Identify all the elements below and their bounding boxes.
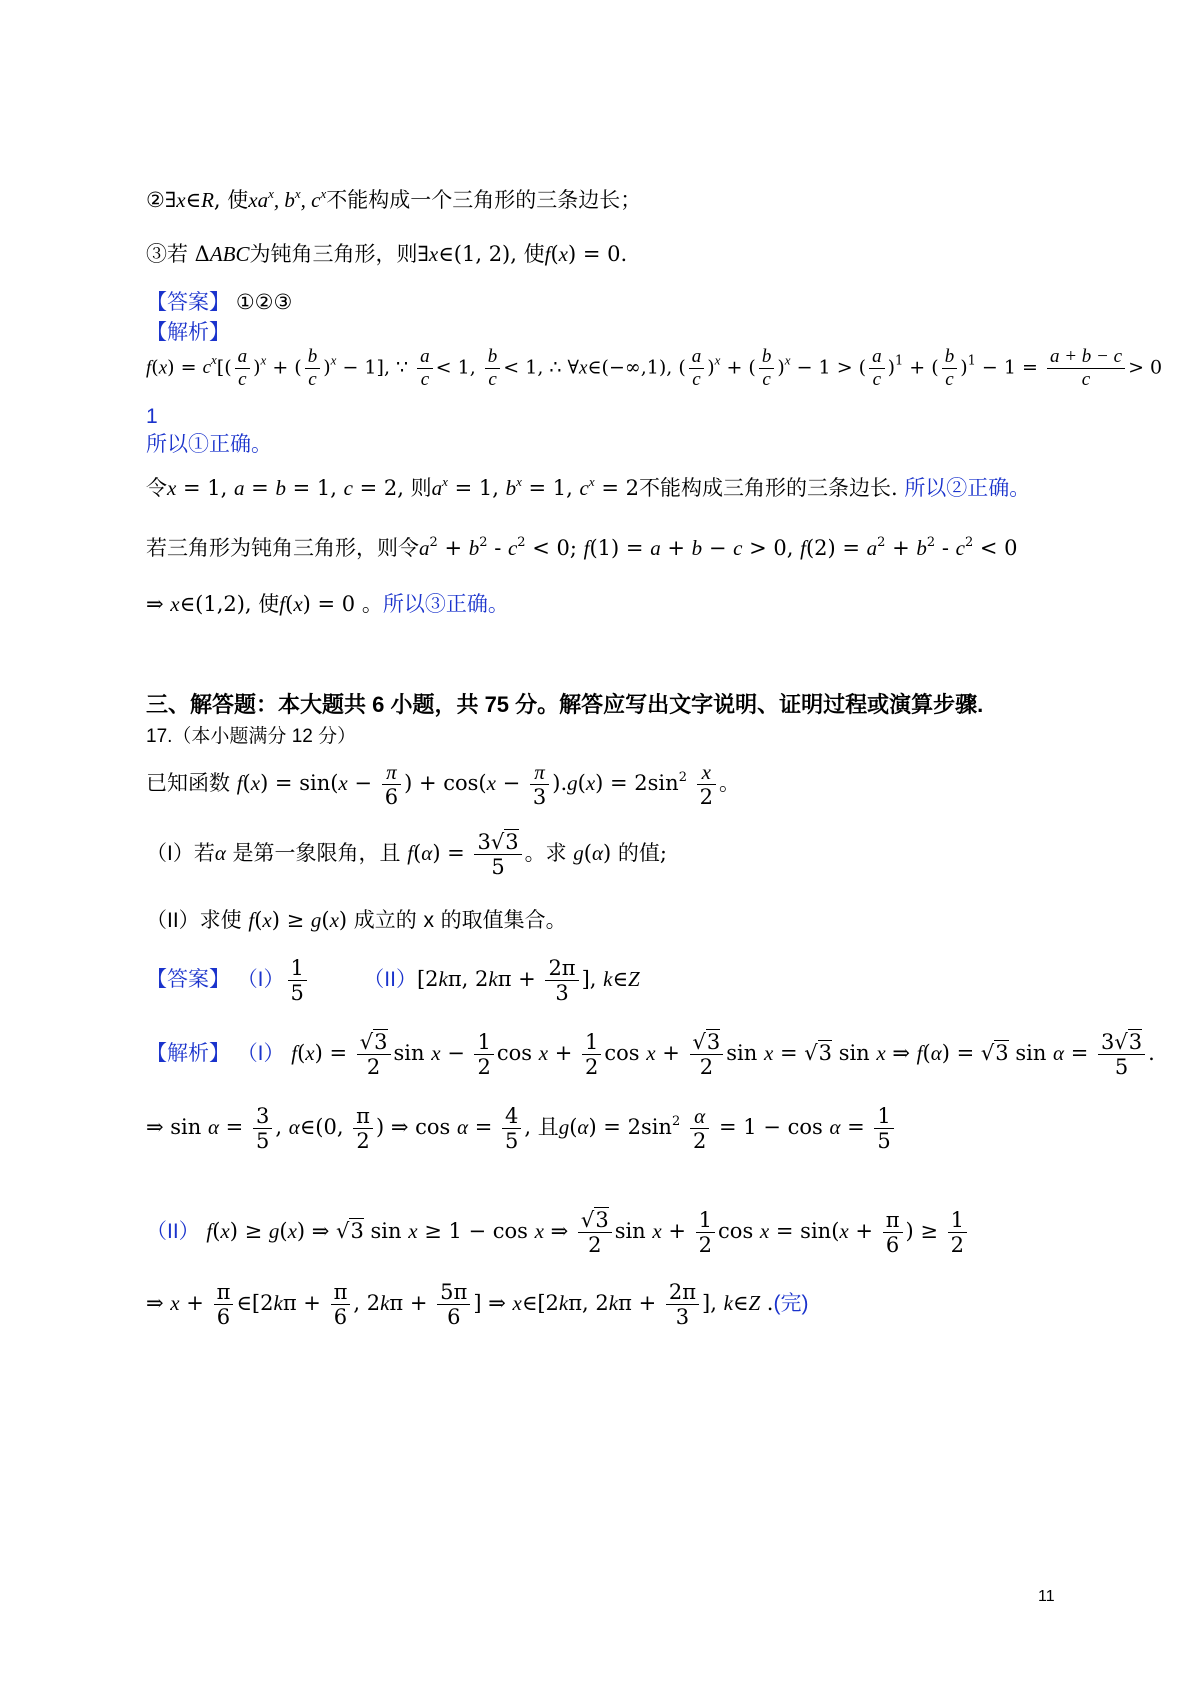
question-17-part1: （I）若α 是第一象限角，且 f(α) = $\frac{3√3}{5}$ 。求 g(α) 的值;: [146, 830, 667, 880]
analysis-17-line4: ⇒ x + $\frac{\pi}{6}$ ∈[2kπ + $\frac{\pi}{6}$ , 2kπ + $\frac{5\pi}{6}$ ] ⇒ x∈[2kπ, 2kπ + $\frac{2\pi}{3}$ ], k∈Z .(完): [146, 1280, 809, 1330]
conclusion-1: 所以①正确。: [146, 432, 272, 456]
analysis-one: 1: [146, 405, 158, 428]
question-17-part2: （II）求使 f(x) ≥ g(x) 成立的 x 的取值集合。: [146, 908, 567, 932]
analysis-label: 【解析】: [146, 321, 230, 344]
conclusion-3b: ⇒ x∈(1,2), 使f(x) = 0 。所以③正确。: [146, 592, 509, 616]
answer-label: 【答案】: [146, 291, 230, 314]
answer-17-label: 【答案】: [146, 968, 230, 992]
conclusion-3: 若三角形为钝角三角形，则令$a^2 + b^2 - c^2 < 0$; f(1) = a + b − c > 0, $f(2) = a^2 + b^2 - c^2 < 0$: [146, 535, 1018, 560]
answer-value: ①②③: [235, 291, 293, 314]
conclusion-2: 令x = 1, a = b = 1, c = 2, 则$a^x = 1$, $b^x = 1$, $c^x = 2$不能构成三角形的三条边长. 所以②正确。: [146, 474, 1031, 500]
question-17-given: 已知函数 f(x) = sin(x − $\frac{\pi}{6}$ ) + cos(x − $\frac{\pi}{3}$ )$.g(x) = 2\sin^2$ $\frac{x}{2}$ 。: [146, 760, 741, 810]
question-17-title: 17.（本小题满分 12 分）: [146, 726, 357, 747]
answer-line: [146, 290, 292, 315]
answer-17-part1: （I） $\frac{1}{5}$: [237, 967, 310, 991]
analysis-17-line1: 【解析】 （I） f(x) = $\frac{√3}{2}$ sin x − $\frac{1}{2}$ cos x + $\frac{1}{2}$ cos x + $\frac{√3}{2}$ sin x = √3 sin x ⇒ f(α) = √3 sin α = $\frac{3√3}{5}$ .: [146, 1030, 1155, 1080]
answer-17-part2: （II）[2kπ, 2kπ + $\frac{2\pi}{3}$ ], k∈Z: [363, 956, 640, 1006]
conclusion-2-tail: 所以②正确。: [904, 476, 1031, 500]
analysis-17-label: 【解析】: [146, 1042, 230, 1066]
statement-2: ②∃x∈R, 使$xa^x$, $b^x$, $c^x$不能构成一个三角形的三条边长；: [146, 186, 642, 212]
analysis-17-end: (完): [773, 1292, 809, 1316]
analysis-formula: $f(x) = c^x$[( $\frac{a}{c}$ )$^x$ + ( $\frac{b}{c}$ )$^x$ − 1], ∵ $\frac{a}{c}$ < 1, $\frac{b}{c}$ < 1, ∴ ∀x∈(−∞,1), ( $\frac{a}{c}$ )$^x$ + ( $\frac{b}{c}$ )$^x$ − 1 > ( $\frac{a}{c}$ )$^1$ + ( $\frac{b}{c}$ )$^1$ − 1 = $\frac{a + b - c}{c}$ > 0: [146, 346, 1163, 390]
page-number: 11: [1038, 1588, 1055, 1605]
statement-3: ③若 ΔABC为钝角三角形，则∃x∈(1, 2), 使f(x) = 0.: [146, 242, 628, 266]
analysis-17-line2: ⇒ sin α = $\frac{3}{5}$ , α∈(0, $\frac{\pi}{2}$ ) ⇒ cos α = $\frac{4}{5}$ , 且$g(\alpha) = 2\sin^2$ $\frac{\alpha}{2}$ = 1 − cos α = $\frac{1}{5}$: [146, 1104, 897, 1153]
conclusion-3b-tail: 所以③正确。: [382, 592, 509, 616]
section-heading: 三、解答题：本大题共 6 小题，共 75 分。解答应写出文字说明、证明过程或演算步骤.: [146, 692, 984, 717]
analysis-17-line3: （II） f(x) ≥ g(x) ⇒ √3 sin x ≥ 1 − cos x ⇒ $\frac{√3}{2}$ sin x + $\frac{1}{2}$ cos x = sin(x + $\frac{\pi}{6}$ ) ≥ $\frac{1}{2}$: [146, 1208, 970, 1257]
answer-17-line: [146, 956, 640, 1005]
